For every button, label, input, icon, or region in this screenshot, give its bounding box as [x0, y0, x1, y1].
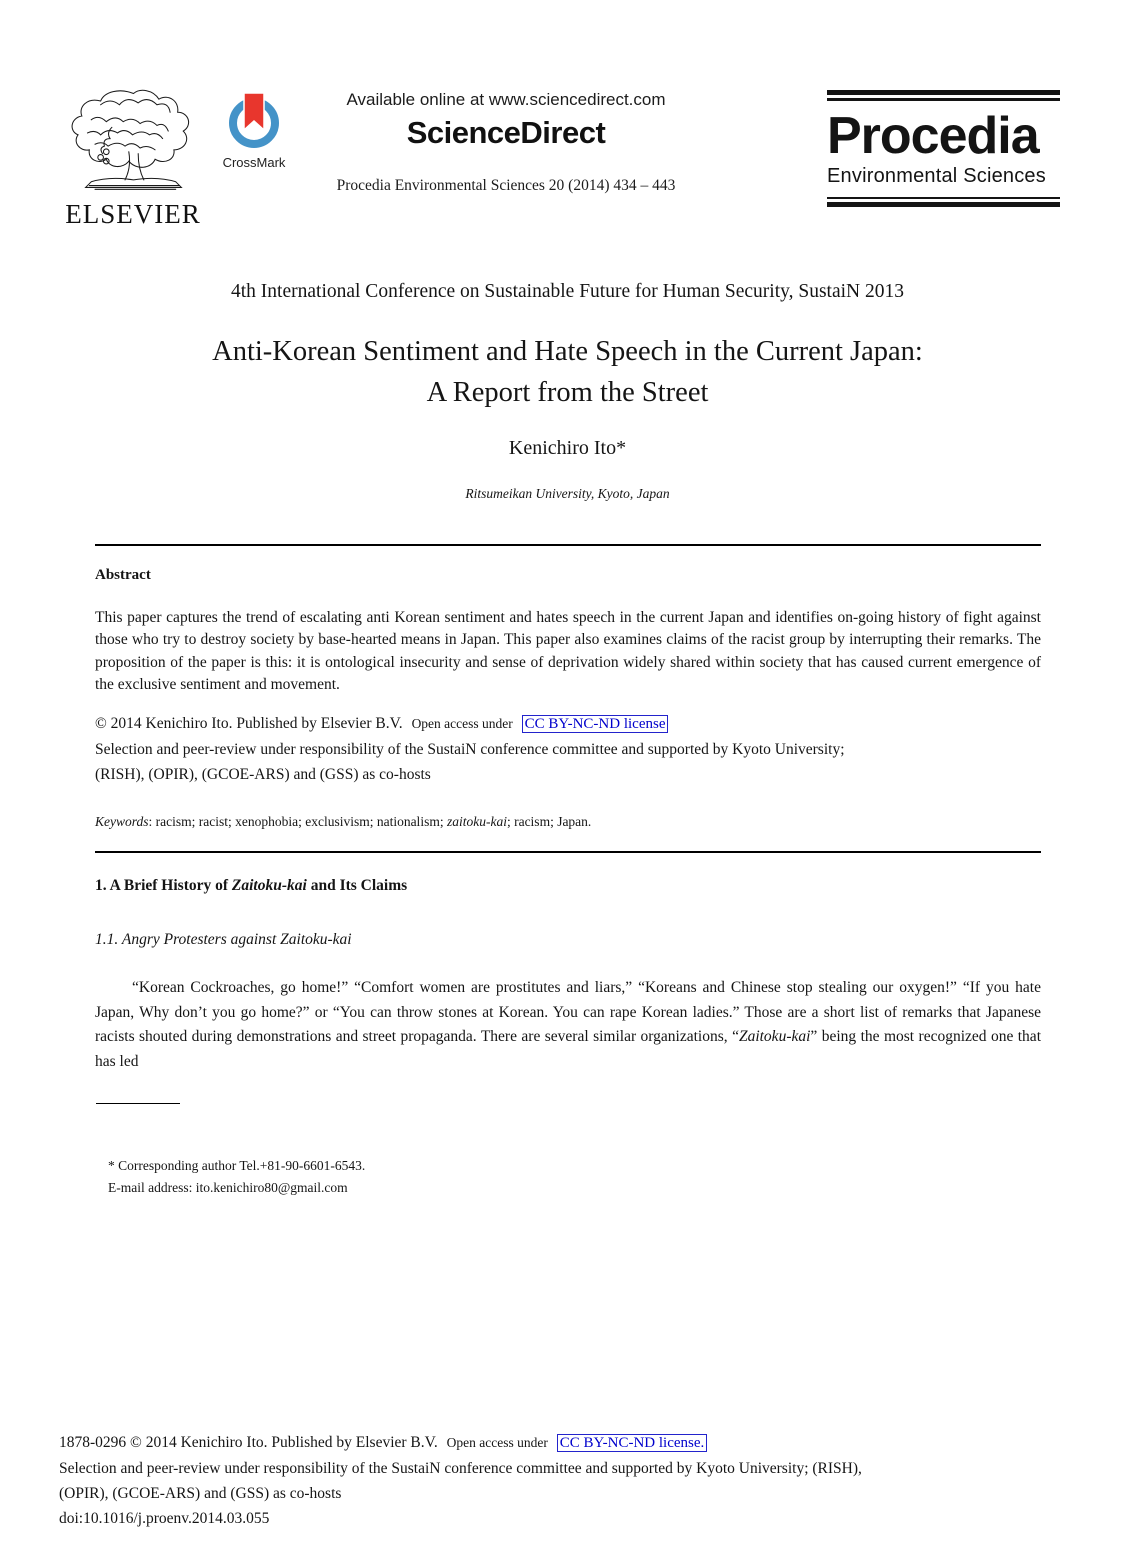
section-1-heading-pre: 1. A Brief History of	[95, 877, 232, 894]
footer-selection-line1: Selection and peer-review under responsibility of the SustaiN conference committee and supported by Kyoto University; (RISH),	[59, 1460, 862, 1477]
cc-by-nc-nd-license-link[interactable]: CC BY-NC-ND license	[522, 715, 669, 733]
footer-cc-license-link[interactable]: CC BY-NC-ND license.	[557, 1434, 708, 1452]
procedia-rule-top-thin	[827, 98, 1060, 101]
footer-doi[interactable]: doi:10.1016/j.proenv.2014.03.055	[59, 1510, 270, 1527]
procedia-rule-bottom-thick	[827, 202, 1060, 207]
footer-selection-line2: (OPIR), (GCOE-ARS) and (GSS) as co-hosts	[59, 1485, 342, 1502]
sciencedirect-logo[interactable]: ScienceDirect	[406, 115, 606, 150]
keywords-list-b: ; racism; Japan.	[506, 814, 592, 829]
section-1-heading-post: and Its Claims	[306, 877, 408, 894]
paper-title-line2: A Report from the Street	[426, 377, 709, 408]
header-center	[300, 90, 712, 195]
copyright-text: © 2014 Kenichiro Ito. Published by Elsevier B.V.	[95, 715, 403, 732]
crossmark-logo[interactable]	[219, 92, 289, 170]
selection-line1: Selection and peer-review under responsibility of the SustaiN conference committee and supported by Kyoto University;	[95, 741, 845, 759]
paragraph-italic-term: Zaitoku-kai	[738, 1028, 811, 1046]
available-online-text: Available online at www.sciencedirect.com	[346, 90, 666, 109]
keywords-italic-term: zaitoku-kai	[446, 814, 507, 829]
conference-title: 4th International Conference on Sustainable Future for Human Security, SustaiN 2013	[231, 281, 904, 302]
license-block	[95, 711, 1041, 788]
footer-issn-text: 1878-0296 © 2014 Kenichiro Ito. Published by Elsevier B.V.	[59, 1434, 438, 1451]
corresponding-author-line: * Corresponding author Tel.+81-90-6601-6543.	[108, 1158, 366, 1173]
procedia-subtitle: Environmental Sciences	[827, 164, 1046, 187]
paragraph-text-pre: “Korean Cockroaches, go home!” “Comfort women are prostitutes and liars,” “Koreans and Chinese stop stealing our oxygen!” “If you hate Japan, Why don’t you go home?” or “You can throw stones at Korean. You can rape Korean ladies.” Those are a short list of remarks that Japanese racists shouted during demonstrations and street propaganda. There are several similar organizations, “	[95, 979, 1041, 1046]
section-1-heading-italic: Zaitoku-kai	[231, 877, 307, 894]
abstract-top-rule	[95, 544, 1041, 546]
procedia-title: Procedia	[827, 106, 1039, 165]
abstract-body: This paper captures the trend of escalating anti Korean sentiment and hates speech in the current Japan and identifies on-going history of fight against those who try to destroy society by base-hearted means in Japan. This paper also examines claims of the racist group by interrupting their remarks. The proposition of the paper is this: it is ontological insecurity and sense of deprivation widely shared within society that has caused current emergence of the exclusive sentiment and movement.	[95, 609, 1041, 693]
abstract-heading: Abstract	[95, 567, 151, 583]
section-1-heading	[95, 877, 1041, 895]
elsevier-logo	[58, 86, 208, 230]
paragraph-text-post: ” being the most recognized one that has led	[95, 1028, 1041, 1071]
selection-line2: (RISH), (OPIR), (GCOE-ARS) and (GSS) as co-hosts	[95, 766, 431, 784]
keywords-line	[95, 814, 1041, 830]
page-footer	[59, 1430, 1089, 1531]
email-address-line: E-mail address: ito.kenichiro80@gmail.com	[108, 1179, 348, 1195]
crossmark-icon	[221, 92, 287, 149]
section-1-paragraph	[95, 976, 1041, 1075]
crossmark-label: CrossMark	[222, 155, 286, 170]
procedia-rule-bottom-thin	[827, 197, 1060, 200]
copyright-line	[95, 711, 1041, 737]
footnote	[108, 1155, 608, 1198]
procedia-journal-logo	[827, 90, 1060, 207]
paper-title-line1: Anti-Korean Sentiment and Hate Speech in the Current Japan:	[212, 336, 923, 367]
open-access-text: Open access under	[411, 716, 513, 731]
elsevier-wordmark: ELSEVIER	[65, 199, 201, 229]
footnote-rule	[96, 1103, 180, 1104]
keywords-label: Keywords	[95, 814, 149, 829]
keywords-bottom-rule	[95, 851, 1041, 853]
footer-open-access-text: Open access under	[446, 1435, 548, 1450]
keywords-list-a: : racism; racist; xenophobia; exclusivism; nationalism;	[148, 814, 447, 829]
procedia-rule-top-thick	[827, 90, 1060, 95]
paper-title	[95, 331, 1040, 413]
elsevier-tree-icon	[61, 86, 206, 194]
author-name: Kenichiro Ito*	[508, 437, 627, 459]
footer-issn-line	[59, 1430, 1089, 1456]
subsection-1-1-heading: 1.1. Angry Protesters against Zaitoku-kai	[95, 931, 352, 948]
author-affiliation: Ritsumeikan University, Kyoto, Japan	[465, 486, 670, 501]
journal-reference: Procedia Environmental Sciences 20 (2014) 434 – 443	[336, 177, 676, 194]
